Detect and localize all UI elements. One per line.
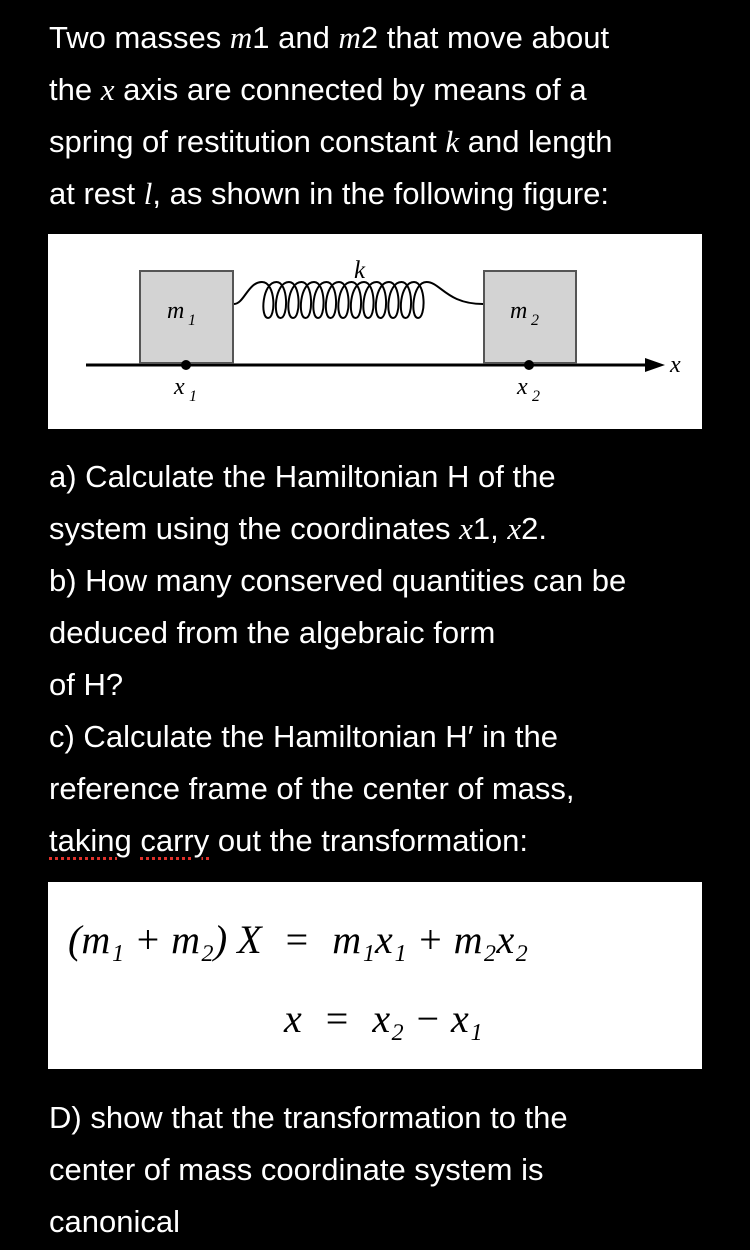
intro-line-3: [49, 116, 709, 168]
mass-2-subscript: 2: [531, 312, 539, 329]
part-d-paragraph: [49, 1092, 709, 1248]
axis-arrow-icon: [645, 358, 665, 372]
mass-1-subscript: 1: [188, 312, 196, 329]
math-index: 2: [521, 511, 539, 546]
question-a-line-1: a) Calculate the Hamiltonian H of the: [49, 459, 556, 494]
x2-subscript: 2: [532, 388, 540, 405]
eq2-rhs: x₂ − x₁: [372, 996, 483, 1041]
math-x: x: [507, 511, 522, 546]
intro-line-2: [49, 64, 709, 116]
spring-coil: [234, 282, 483, 318]
question-c-line-1: c) Calculate the Hamiltonian H′ in the: [49, 719, 558, 754]
text: at rest: [49, 176, 144, 211]
text: spring of restitution constant: [49, 124, 446, 159]
spring-mass-figure: [48, 234, 702, 429]
text: and length: [459, 124, 613, 159]
eq2-equals: =: [325, 996, 349, 1041]
intro-line-1: [49, 12, 709, 64]
text: out the transformation:: [209, 823, 529, 858]
equation-2: [284, 995, 483, 1042]
math-k: k: [445, 124, 460, 159]
text: and: [269, 20, 339, 55]
spring-label: k: [354, 257, 366, 284]
spellcheck-word-taking[interactable]: taking: [49, 823, 132, 858]
text: the: [49, 72, 101, 107]
figure-svg: [48, 234, 702, 429]
intro-line-4: [49, 168, 709, 220]
question-b-line-1: b) How many conserved quantities can be: [49, 563, 627, 598]
math-x: x: [459, 511, 473, 546]
math-index: 1: [472, 511, 491, 546]
part-d-line-3: canonical: [49, 1204, 180, 1239]
text: system using the coordinates: [49, 511, 460, 546]
questions-paragraph: [49, 451, 709, 867]
text: , as shown in the following figure:: [152, 176, 610, 211]
equation-1: [68, 916, 528, 963]
x1-marker: [181, 360, 191, 370]
question-b-line-3: of H?: [49, 667, 124, 702]
mass-2-label: m: [510, 298, 528, 324]
eq1-rhs: m₁x₁ + m₂x₂: [332, 917, 529, 962]
text: that move about: [378, 20, 610, 55]
mass-1-block: [140, 271, 233, 363]
x1-label: x: [174, 374, 185, 400]
math-x: x: [100, 72, 115, 107]
eq1-equals: =: [285, 917, 309, 962]
math-l: l: [143, 176, 153, 211]
part-d-line-1: D) show that the transformation to the: [49, 1100, 568, 1135]
x1-subscript: 1: [189, 388, 197, 405]
equations-panel: [48, 882, 702, 1069]
eq2-lhs: x: [284, 996, 302, 1041]
spellcheck-word-carry[interactable]: carry: [140, 823, 210, 858]
math-index: 2: [360, 20, 379, 55]
question-c-line-3: [49, 815, 709, 867]
mass-2-block: [484, 271, 576, 363]
part-d-line-2: center of mass coordinate system is: [49, 1152, 544, 1187]
question-c-line-2: reference frame of the center of mass,: [49, 771, 575, 806]
eq1-lhs: (m₁ + m₂) X: [68, 917, 262, 962]
axis-label: x: [670, 352, 681, 378]
question-a-line-2: [49, 503, 709, 555]
text: ,: [490, 511, 508, 546]
x2-marker: [524, 360, 534, 370]
text: axis are connected by means of a: [114, 72, 587, 107]
math-m: m: [229, 20, 253, 55]
text: .: [538, 511, 547, 546]
x2-label: x: [517, 374, 528, 400]
intro-paragraph: [49, 12, 709, 220]
math-m: m: [338, 20, 361, 55]
mass-1-label: m: [167, 298, 185, 324]
math-index: 1: [252, 20, 270, 55]
question-b-line-2: deduced from the algebraic form: [49, 615, 496, 650]
text: Two masses: [49, 20, 230, 55]
